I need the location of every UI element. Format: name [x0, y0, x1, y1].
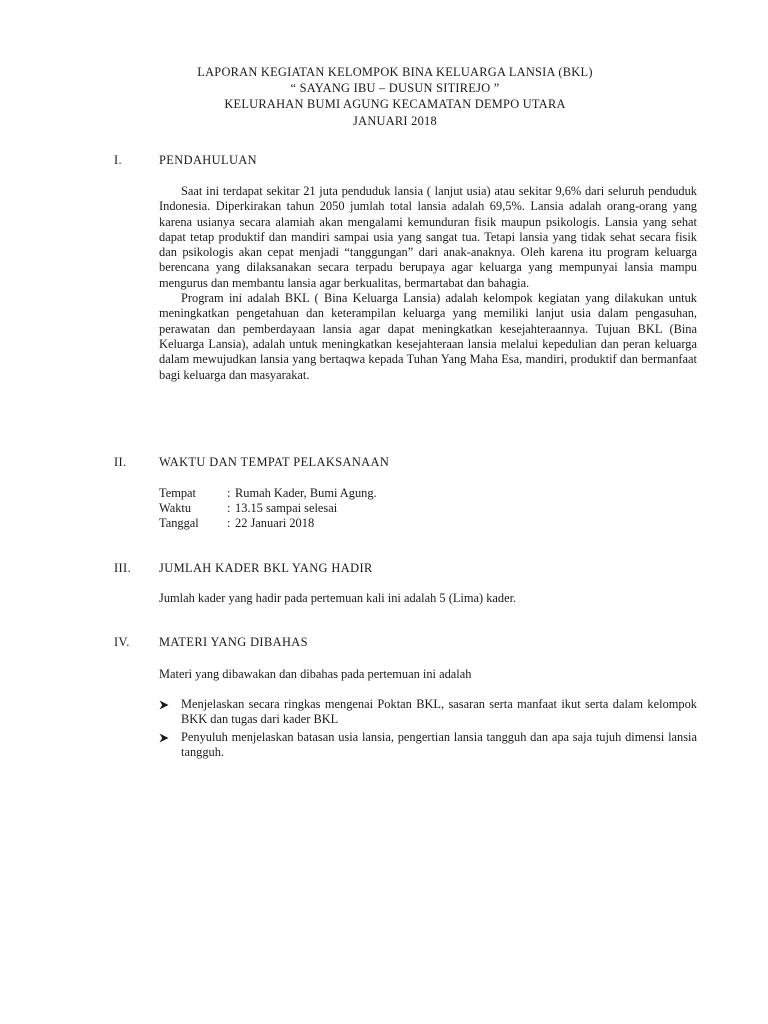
list-item-text: Penyuluh menjelaskan batasan usia lansia, pengertian lansia tangguh dan apa saja tujuh dimensi lansia tangguh. — [181, 729, 697, 759]
materi-list — [159, 697, 697, 762]
title-line-3: KELURAHAN BUMI AGUNG KECAMATAN DEMPO UTARA — [224, 97, 566, 112]
detail-value: 13.15 sampai selesai — [235, 501, 338, 515]
detail-colon: : — [227, 501, 231, 515]
detail-value: Rumah Kader, Bumi Agung. — [235, 486, 377, 500]
detail-row-waktu — [159, 501, 377, 516]
section-title: MATERI YANG DIBAHAS — [159, 635, 308, 649]
section-number: II. — [114, 455, 127, 469]
section-number: IV. — [114, 635, 130, 649]
list-item — [159, 697, 697, 728]
detail-label: Tanggal — [159, 516, 199, 530]
detail-colon: : — [227, 486, 231, 500]
section-heading-pendahuluan — [114, 152, 674, 168]
section-title: WAKTU DAN TEMPAT PELAKSANAAN — [159, 455, 390, 469]
title-line-4: JANUARI 2018 — [353, 113, 437, 128]
title-line-2: “ SAYANG IBU – DUSUN SITIREJO ” — [290, 81, 500, 96]
kader-count-text: Jumlah kader yang hadir pada pertemuan kali ini adalah 5 (Lima) kader. — [159, 591, 517, 605]
section-heading-waktu-tempat — [114, 454, 674, 470]
paragraph: Program ini adalah BKL ( Bina Keluarga Lansia) adalah kelompok kegiatan yang dilakukan untuk meningkatkan pengetahuan dan keterampilan keluarga yang memiliki lanjut usia dalam pengasuhan, perawatan dan pemberdayaan lansia agar dapat meningkatkan kesejahteraannya. Tujuan BKL (Bina Keluarga Lansia), adalah untuk meningkatkan kesejahteraan lansia melalui kepedulian dan peran keluarga dalam mewujudkan lansia yang bertaqwa kepada Tuhan Yang Maha Esa, mandiri, produktif dan bermanfaat bagi keluarga dan masyarakat. — [159, 291, 697, 382]
title-line-1: LAPORAN KEGIATAN KELOMPOK BINA KELUARGA LANSIA (BKL) — [197, 65, 593, 79]
paragraph: Saat ini terdapat sekitar 21 juta penduduk lansia ( lanjut usia) atau sekitar 9,6% dari seluruh penduduk Indonesia. Diperkirakan tahun 2050 jumlah total lansia adalah 69,5%. Lansia adalah orang-orang yang karena usianya secara alamiah akan mengalami kemunduran fisik maupun psikologis. Lansia yang sehat dapat tetap produktif dan mandiri sampai usia yang sangat tua. Tetapi lansia yang tidak sehat secara fisik dan psikologis akan cepat menjadi “tanggungan” dari anak-anaknya. Oleh karena itu program keluarga berencana yang dilaksanakan secara terpadu berupaya agar keluarga yang mempunyai lansia mampu mengurus dan membantu lansia agar berkualitas, bermartabat dan bahagia. — [159, 184, 697, 290]
section-number: III. — [114, 561, 132, 575]
section-number: I. — [114, 153, 123, 167]
materi-intro-text: Materi yang dibawakan dan dibahas pada pertemuan ini adalah — [159, 667, 472, 681]
section-body-pendahuluan — [159, 184, 697, 383]
section-title: PENDAHULUAN — [159, 153, 258, 167]
section-heading-materi — [114, 634, 674, 650]
detail-label: Tempat — [159, 486, 196, 500]
section-title: JUMLAH KADER BKL YANG HADIR — [159, 561, 373, 575]
arrowhead-bullet-icon — [159, 700, 169, 710]
list-item-text: Menjelaskan secara ringkas mengenai Poktan BKL, sasaran serta manfaat ikut serta dalam kelompok BKK dan tugas dari kader BKL — [181, 697, 697, 727]
detail-colon: : — [227, 516, 231, 530]
list-item — [159, 730, 697, 761]
detail-row-tempat — [159, 486, 377, 501]
section-heading-jumlah-kader — [114, 560, 674, 576]
detail-row-tanggal — [159, 516, 377, 531]
detail-label: Waktu — [159, 501, 192, 515]
detail-value: 22 Januari 2018 — [235, 516, 315, 530]
arrowhead-bullet-icon — [159, 733, 169, 743]
event-details — [159, 486, 377, 531]
report-title — [100, 64, 690, 129]
